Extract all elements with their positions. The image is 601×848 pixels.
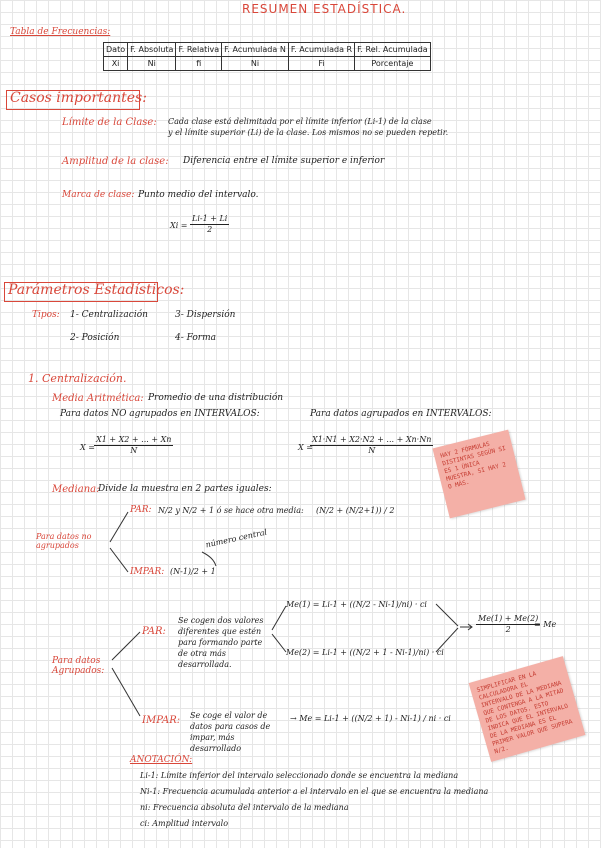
table-header: F. Acumulada R: [288, 43, 354, 57]
table-cell: Ni: [222, 57, 289, 71]
freq-table-label: Tabla de Frecuencias:: [10, 27, 111, 37]
table-header: F. Relativa: [176, 43, 222, 57]
par-result: (N/2 + (N/2+1)) / 2: [316, 506, 395, 515]
impar2-text: Se coge el valor de datos para casos de impar, más desarrollado: [190, 711, 271, 753]
anotacion-item: ni: Frecuencia absoluta del intervalo de la mediana: [140, 803, 349, 812]
merge-line-upper: [436, 604, 458, 626]
table-cell: Fi: [288, 57, 354, 71]
anotacion-item: ci: Amplitud intervalo: [140, 819, 229, 828]
fraction-denominator: 2: [505, 625, 511, 634]
impar-equation: (N-1)/2 + 1: [170, 567, 216, 576]
split-line-upper: [272, 606, 286, 630]
tipo-dispersion: 3- Dispersión: [175, 310, 236, 320]
table-header: Dato: [104, 43, 128, 57]
datos-agrupados-label: Para datos Agrupados:: [52, 656, 105, 676]
impar2-label: IMPAR:: [142, 715, 181, 726]
impar-label: IMPAR:: [130, 567, 165, 577]
fraction-denominator: 2: [207, 225, 213, 234]
tipos-label: Tipos:: [32, 310, 60, 320]
mediana-formula-2: Me(2) = Li-1 + ((N/2 + 1 - Ni-1)/ni) · ci: [286, 648, 444, 657]
brace-line-impar: [110, 548, 128, 572]
brace-line-par2: [112, 632, 140, 660]
no-agrupados-label: Para datos NO agrupados en INTERVALOS:: [60, 409, 260, 419]
fraction-numerator: X1·N1 + X2·N2 + ... + Xn·Nn: [312, 435, 432, 444]
tipo-centralizacion: 1- Centralización: [70, 310, 148, 320]
split-line-lower: [272, 634, 286, 652]
media-label: Media Aritmética:: [52, 393, 144, 404]
limite-label: Límite de la Clase:: [62, 117, 157, 128]
numero-central-annotation: número central: [204, 527, 268, 550]
table-cell: fi: [176, 57, 222, 71]
fraction-denominator: N: [130, 446, 138, 455]
mediana-average-result: = Me: [534, 620, 557, 629]
mediana-formula-1: Me(1) = Li-1 + ((N/2 - Ni-1)/ni) · ci: [286, 600, 427, 609]
parametros-heading: Parámetros Estadísticos:: [8, 282, 185, 298]
table-header: F. Acumulada N: [222, 43, 289, 57]
marca-label: Marca de clase:: [62, 190, 135, 200]
mediana-formula-impar: → Me = Li-1 + ((N/2 + 1) - Ni-1) / ni · ci: [290, 714, 451, 723]
marca-text: Punto medio del intervalo.: [138, 190, 259, 200]
casos-heading: Casos importantes:: [10, 90, 147, 106]
fraction-numerator: Li-1 + Li: [192, 214, 228, 223]
agrupados-label: Para datos agrupados en INTERVALOS:: [310, 409, 492, 419]
par2-label: PAR:: [142, 626, 166, 637]
table-header: F. Rel. Acumulada: [355, 43, 431, 57]
marca-lhs: Xi =: [170, 221, 188, 230]
fraction-numerator: Me(1) + Me(2): [478, 614, 539, 623]
page-title: RESUMEN ESTADÍSTICA.: [242, 2, 407, 16]
brace-line-par: [110, 512, 128, 542]
amplitud-label: Amplitud de la clase:: [62, 156, 169, 167]
mediana-label: Mediana:: [52, 484, 100, 495]
mediana-text: Divide la muestra en 2 partes iguales:: [98, 484, 272, 494]
table-cell: Ni: [128, 57, 176, 71]
table-cell: Xi: [104, 57, 128, 71]
fraction-denominator: N: [368, 446, 376, 455]
sticky-note-formulas: HAY 2 FÓRMULAS DISTINTAS SEGÚN SI ES 1 ÚNICA MUESTRA, SI HAY 2 O MÁS.: [432, 430, 525, 519]
par-label: PAR:: [130, 505, 152, 515]
tipo-forma: 4- Forma: [175, 333, 217, 343]
media-formula-1-lhs: X =: [80, 443, 95, 452]
numero-central-arrow: [202, 552, 216, 566]
limite-text-2: y el límite superior (Li) de la clase. Los mismos no se pueden repetir.: [168, 128, 449, 137]
tipo-posicion: 2- Posición: [70, 333, 120, 343]
fraction-numerator: X1 + X2 + ... + Xn: [96, 435, 172, 444]
anotacion-item: Ni-1: Frecuencia acumulada anterior a el intervalo en el que se encuentra la mediana: [140, 787, 489, 796]
media-formula-2-lhs: X =: [298, 443, 313, 452]
merge-line-lower: [436, 628, 458, 652]
anotacion-heading: ANOTACIÓN:: [130, 755, 193, 765]
centralizacion-heading: 1. Centralización.: [28, 372, 127, 385]
table-header: F. Absoluta: [128, 43, 176, 57]
limite-text-1: Cada clase está delimitada por el límite inferior (Li-1) de la clase: [168, 117, 432, 126]
datos-no-agrupados-label: Para datos no agrupados: [36, 532, 92, 550]
table-cell: Porcentaje: [355, 57, 431, 71]
amplitud-text: Diferencia entre el límite superior e inferior: [183, 156, 385, 166]
sticky-note-mediana: SIMPLIFICAR EN LA CALCULADORA EL INTERVALO DE LA MEDIANA QUE CONTENGA A LA MITAD DE LOS DATOS. ESTO INDICA QUE EL INTERVALO DE LA MEDIANA ES EL PRIMER VALOR QUE SUPERA N/2.: [469, 656, 586, 762]
anotacion-item: Li-1: Límite inferior del intervalo seleccionado donde se encuentra la mediana: [140, 771, 459, 780]
media-text: Promedio de una distribución: [148, 393, 284, 403]
brace-line-impar2: [112, 668, 140, 716]
par-equation: N/2 y N/2 + 1 ó se hace otra media:: [158, 506, 304, 515]
par2-text: Se cogen dos valores diferentes que estén para formando parte de otra más desarrollada.: [178, 616, 264, 669]
